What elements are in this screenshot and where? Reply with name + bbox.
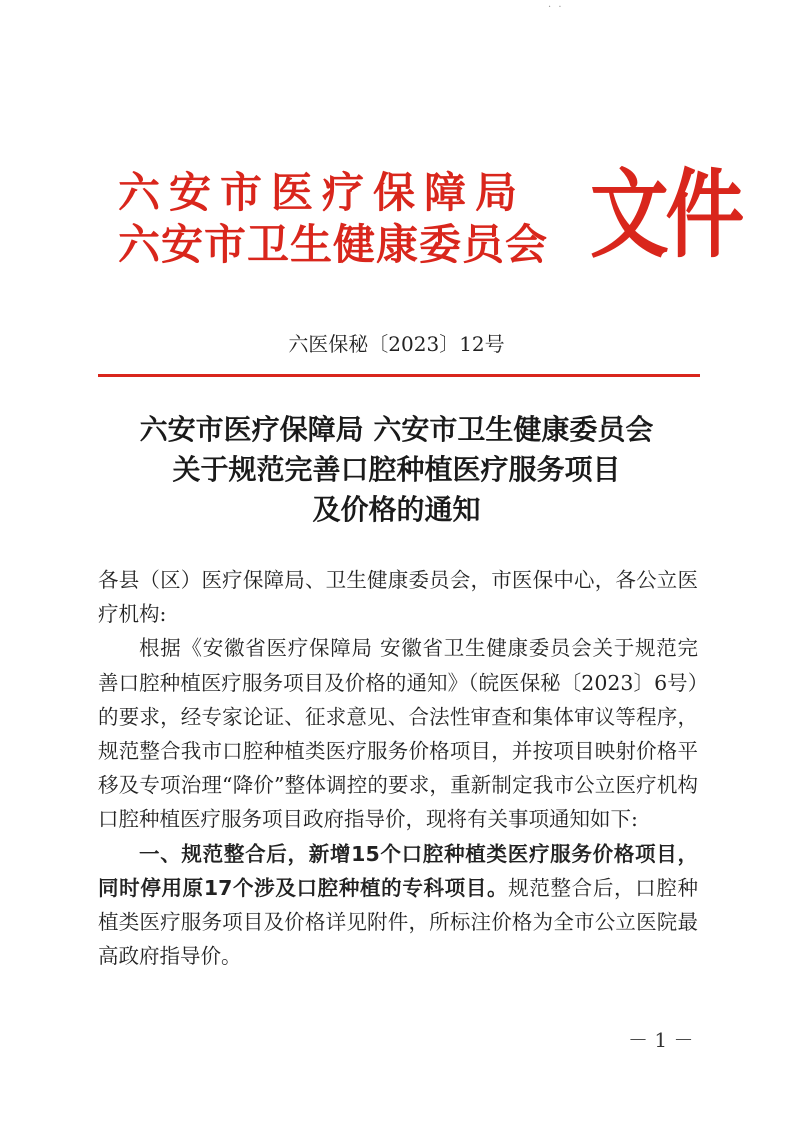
document-number: 六医保秘〔2023〕12号 (288, 332, 505, 356)
paragraph-2-bold-lead: 一、规范整合后，新增15个口腔种植类医疗服务价格项目，同时停用原17个涉及口腔种植的专科项目。 (98, 841, 698, 900)
recipients-line: 各县（区）医疗保障局、卫生健康委员会，市医保中心，各公立医疗机构: (98, 568, 698, 627)
title-line-3: 及价格的通知 (312, 493, 481, 526)
document-type-label: 文件 (590, 158, 741, 271)
title-line-1: 六安市医疗保障局 六安市卫生健康委员会 (139, 413, 654, 446)
title-line-2: 关于规范完善口腔种植医疗服务项目 (172, 453, 621, 486)
document-title (0, 410, 793, 530)
paragraph-2-text: 规范整合后，口腔种植类医疗服务项目及价格详见附件，所标注价格为全市公立医院最高政府指导价。 (98, 875, 698, 969)
issuer-name-2: 六安市卫生健康委员会 (118, 220, 549, 269)
document-body (98, 563, 698, 973)
body-paragraph-1: 根据《安徽省医疗保障局 安徽省卫生健康委员会关于规范完善口腔种植医疗服务项目及价格的通知》（皖医保秘〔2023〕6号）的要求，经专家论证、征求意见、合法性审查和集体审议等程序，规范整合我市口腔种植类医疗服务价格项目，并按项目映射价格平移及专项治理“降价”整体调控的要求，重新制定我市公立医疗机构口腔种植医疗服务项目政府指导价，现将有关事项通知如下: (98, 636, 698, 832)
scan-mark: · · (548, 2, 564, 13)
page-number: － 1 － (628, 1028, 694, 1052)
document-header (118, 158, 741, 280)
body-paragraph-2 (98, 837, 698, 974)
red-divider-line (98, 374, 700, 377)
issuer-name-1: 六安市医疗保障局 (118, 168, 527, 217)
